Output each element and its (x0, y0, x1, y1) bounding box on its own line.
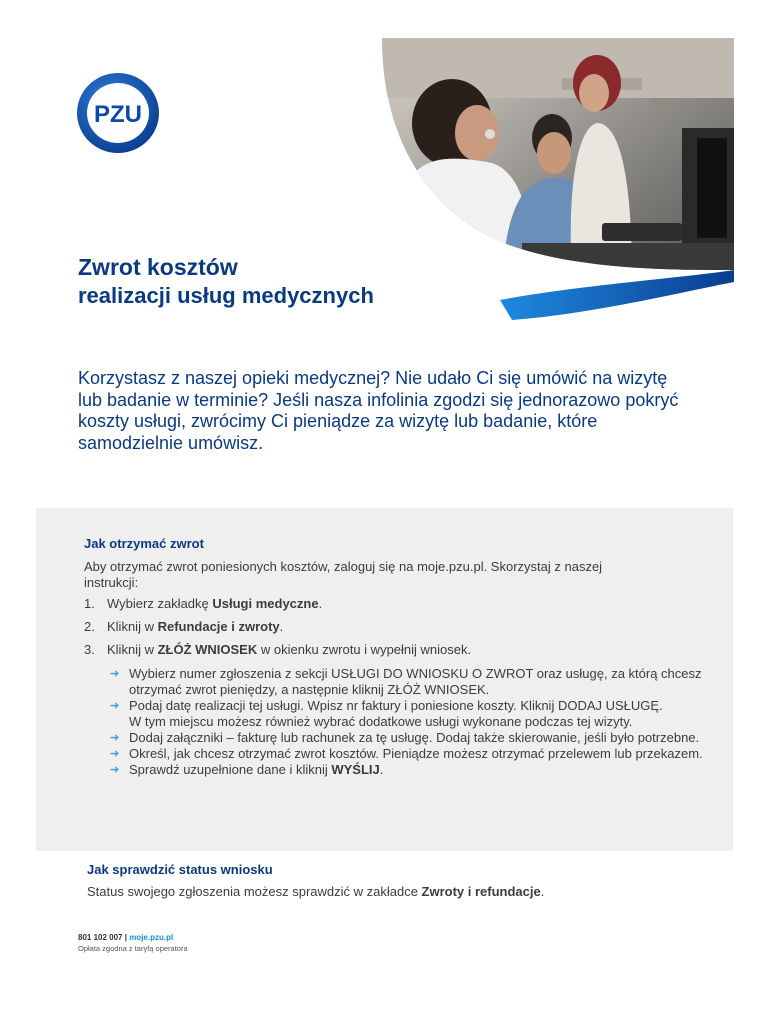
list-item (84, 642, 684, 658)
list-item (110, 698, 710, 730)
page-subtitle: realizacji usług medycznych (78, 283, 374, 308)
substep-text: Dodaj załączniki – fakturę lub rachunek za tę usługę. Dodaj także skierowanie, jeśli było potrzebne. (129, 730, 700, 745)
how-heading: Jak otrzymać zwrot (84, 536, 204, 551)
arrow-right-icon: ➔ (110, 748, 120, 760)
page-title: Zwrot kosztów (78, 254, 238, 280)
status-text (87, 884, 687, 900)
substep-bold: WYŚLIJ (331, 762, 380, 777)
substep-text: Określ, jak chcesz otrzymać zwrot kosztów. Pieniądze możesz otrzymać przelewem lub przekazem. (129, 746, 703, 761)
list-item (110, 730, 710, 746)
list-item (110, 666, 710, 698)
arrow-right-icon: ➔ (110, 764, 120, 776)
step-text: Kliknij w (107, 619, 158, 634)
footer (78, 932, 188, 954)
hero-photo (382, 38, 734, 320)
substep-text: Podaj datę realizacji tej usługi. Wpisz nr faktury i poniesione koszty. Kliknij DODAJ USŁUGĘ. (129, 698, 663, 713)
step-text: Wybierz zakładkę (107, 596, 213, 611)
intro-paragraph: Korzystasz z naszej opieki medycznej? Nie udało Ci się umówić na wizytę lub badanie w terminie? Jeśli nasza infolinia zgodzi się jednorazowo pokryć koszty usługi, zwrócimy Ci pieniądze za wizytę lub badanie, które samodzielnie umówisz. (78, 368, 679, 453)
step-text-end: . (318, 596, 323, 611)
footer-separator: | (122, 933, 130, 942)
step-number: 3. (84, 642, 95, 657)
list-item (110, 762, 710, 778)
step-number: 2. (84, 619, 95, 634)
status-heading: Jak sprawdzić status wniosku (87, 862, 273, 877)
list-item (84, 619, 684, 635)
step-text: Kliknij w (107, 642, 158, 657)
step-number: 1. (84, 596, 95, 611)
step-bold: Refundacje i zwroty (157, 619, 280, 634)
step-bold: ZŁÓŻ WNIOSEK (157, 642, 258, 657)
website-link[interactable]: moje.pzu.pl (129, 933, 174, 942)
step-text-end: . (279, 619, 284, 634)
substep-text: Wybierz numer zgłoszenia z sekcji USŁUGI DO WNIOSKU O ZWROT oraz usługę, za którą chcesz otrzymać zwrot pieniędzy, a następnie kliknij ZŁÓŻ WNIOSEK. (129, 666, 702, 697)
status-bold: Zwroty i refundacje (421, 884, 541, 899)
footer-note: Opłata zgodna z taryfą operatora (78, 944, 188, 953)
how-lead: Aby otrzymać zwrot poniesionych kosztów, zaloguj się na moje.pzu.pl. Skorzystaj z naszej instrukcji: (84, 559, 603, 590)
list-item (110, 746, 710, 762)
pzu-logo (76, 72, 160, 154)
step-text-end: w okienku zwrotu i wypełnij wniosek. (257, 642, 472, 657)
phone-number: 801 102 007 (78, 933, 123, 942)
logo-text: PZU (94, 101, 142, 128)
substep-text-end: . (379, 762, 384, 777)
substep-text-second: W tym miejscu możesz również wybrać dodatkowe usługi wykonane podczas tej wizyty. (129, 714, 633, 729)
arrow-right-icon: ➔ (110, 668, 120, 680)
status-text-start: Status swojego zgłoszenia możesz sprawdzić w zakładce (87, 884, 422, 899)
substeps-list (110, 666, 710, 778)
list-item (84, 596, 684, 612)
steps-list (84, 596, 684, 665)
arrow-right-icon: ➔ (110, 732, 120, 744)
step-bold: Usługi medyczne (212, 596, 319, 611)
arrow-right-icon: ➔ (110, 700, 120, 712)
substep-text: Sprawdź uzupełnione dane i kliknij (129, 762, 332, 777)
status-text-end: . (540, 884, 545, 899)
